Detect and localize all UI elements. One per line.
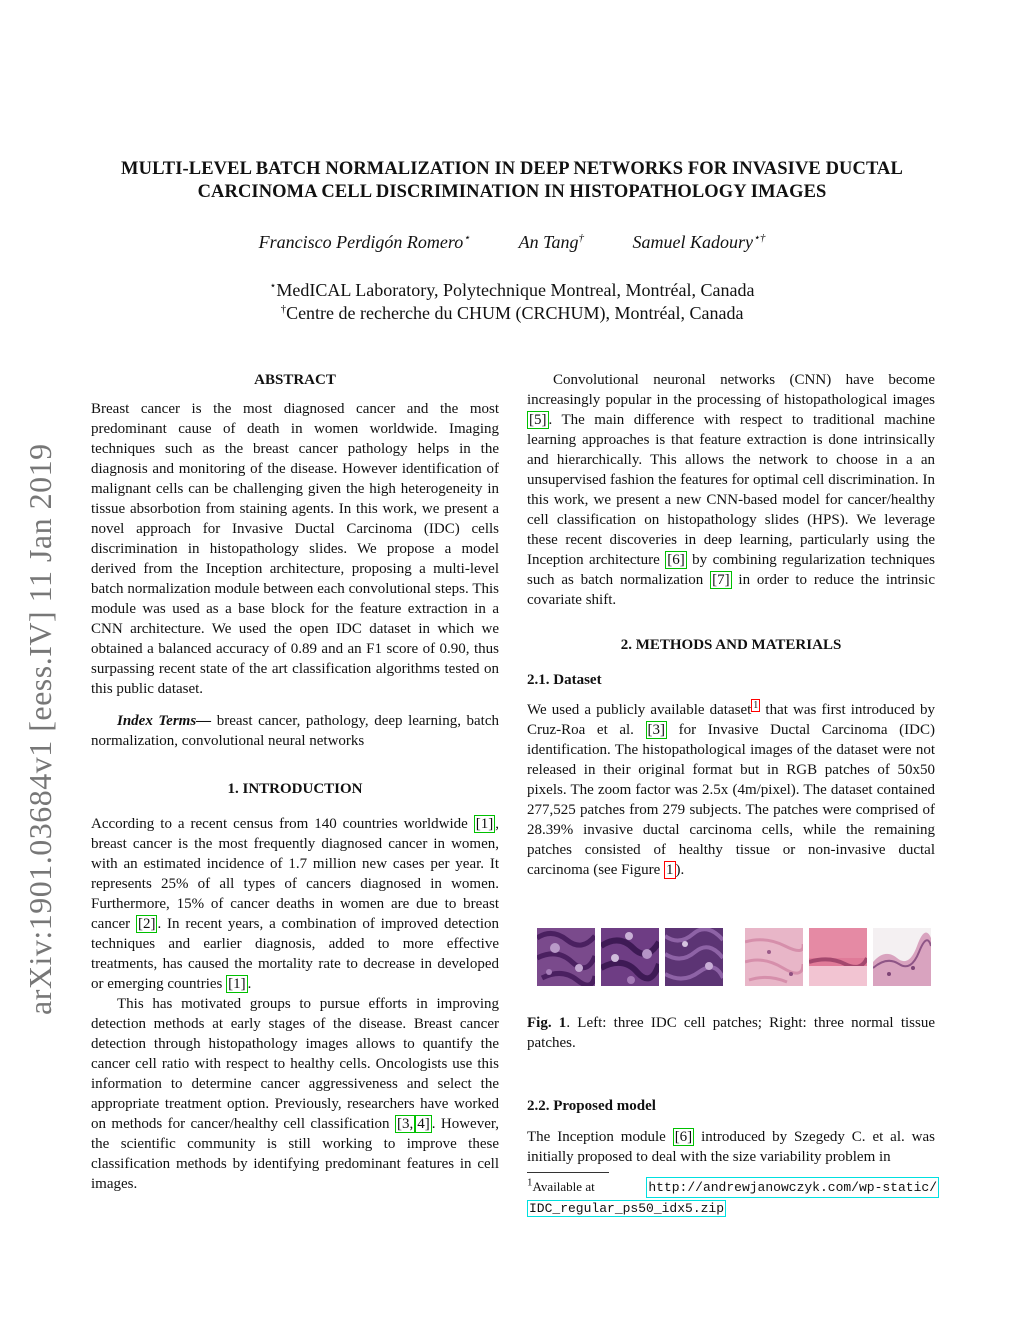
affiliation-1: ⋆MedICAL Laboratory, Polytechnique Montreal, Montréal, Canada [269,280,755,300]
left-column [91,370,499,1194]
proposed-model-paragraph: The Inception module [6] introduced by Szegedy C. et al. was initially proposed to deal with the size variability problem in [527,1129,935,1165]
proposed-model-heading: 2.2. Proposed model [527,1098,656,1114]
citation-link[interactable]: [3] [647,722,666,738]
citation-link[interactable]: [6] [667,552,685,568]
figure-label: Fig. 1 [527,1015,567,1031]
citation-link[interactable]: [7] [712,572,730,588]
index-terms: Index Terms— breast cancer, pathology, deep learning, batch normalization, convolutional neural networks [91,713,499,749]
idc-patch-1 [537,928,595,986]
title-line-1: MULTI-LEVEL BATCH NORMALIZATION IN DEEP NETWORKS FOR INVASIVE DUCTAL [121,159,903,179]
normal-patch-1 [745,928,803,986]
idc-patch-3 [665,928,723,986]
intro-heading: 1. INTRODUCTION [227,781,363,797]
dataset-url-link[interactable]: http://andrewjanowczyk.com/wp-static/ [646,1177,939,1198]
index-terms-label: Index Terms— [117,713,212,729]
citation-link[interactable]: [2] [137,916,156,932]
intro-paragraph-2: This has motivated groups to pursue efforts in improving detection methods at early stages of the disease. Breast cancer detection through histopathology images allows to quantify the cancer cell ratio with respect to healthy cells. Oncologists use this information to determine cancer aggressiveness and select the appropriate treatment option. Previously, researchers have worked on methods for cancer/healthy cell classification [3, 4] . However, the scientific community is still working to improve these classification methods by identifying predominant features in cell images. [91,996,499,1192]
arxiv-stamp: arXiv:1901.03684v1 [eess.IV] 11 Jan 2019 [22,443,58,1015]
figure-caption: Fig. 1. Left: three IDC cell patches; Right: three normal tissue patches. [527,1015,935,1051]
abstract-text: Breast cancer is the most diagnosed cancer and the most predominant cause of death in women worldwide. Imaging techniques such as the breast cancer pathology helps in the diagnosis and monitoring of the disease. However identification of malignant cells can be challenging given the high heterogeneity in tissue absorbotion from staining agents. In this work, we present a novel approach for Invasive Ductal Carcinoma (IDC) cells discrimination in histopathology slides. We propose a model derived from the Inception architecture, proposing a multi-level batch normalization module between each convolutional steps. This module was used as a base block for the feature extraction in a CNN architecture. We used the open IDC dataset in which we obtained a balanced accuracy of 0.89 and an F1 score of 0.90, thus surpassing recent state of the art classification algorithms tested on this public dataset. [91,401,499,697]
figure-link[interactable]: 1 [666,862,674,878]
citation-link[interactable]: [1] [475,816,494,832]
footnote-number: 1 [527,1176,533,1189]
author-2: An Tang† [518,232,584,252]
footnote: $^1$Available at http://andrewjanowczyk.com/wp-static/ IDC_regular_ps50_idx5.zip [527,1176,937,1216]
dataset-heading: 2.1. Dataset [527,672,602,688]
right-column [527,370,935,880]
author-list [80,232,944,253]
dataset-paragraph: We used a publicly available dataset $^1$ that was first introduced by Cruz-Roa et al. [3] for Invasive Ductal Carcinoma (IDC) identification. The histopathological images of the dataset were not released in their original format but in RGB patches of 50x50 pixels. The zoom factor was 2.5x (4m/pixel). The dataset contained 277,525 patches from 279 subjects. The patches were comprised of 28.39% invasive ductal carcinoma cells, while the remaining patches consisted of healthy tissue or non-invasive ductal carcinoma (see Figure 1 ). [527,700,936,878]
citation-link[interactable]: 4] [417,1116,430,1132]
author-3: Samuel Kadoury⋆† [632,232,766,252]
proposed-model-section [527,1096,935,1167]
idc-patch-2 [601,928,659,986]
normal-patch-3 [873,928,931,986]
title-line-2: CARCINOMA CELL DISCRIMINATION IN HISTOPATHOLOGY IMAGES [197,182,827,202]
paper-title [80,158,944,204]
citation-link[interactable]: [5] [529,412,547,428]
citation-link[interactable]: [3, [396,1116,414,1132]
intro-paragraph-1: According to a recent census from 140 countries worldwide [1] , breast cancer is the most frequently diagnosed cancer in women, with an estimated incidence of 1.7 million new cases per year. It represents 25% of all types of cancers diagnosed in women. Furthermore, 15% of cancer deaths in women are due to breast cancer [2] . In recent years, a combination of improved detection techniques and earlier diagnosis, added to more effective treatments, has caused the mortality rate to decrease in developed or emerging countries [1] . [91,816,499,992]
footnote-link[interactable]: 1 [753,700,759,711]
citation-link[interactable]: [1] [228,976,246,992]
affiliations [80,279,944,325]
author-1: Francisco Perdigón Romero⋆ [258,232,471,252]
footnote-rule [527,1172,609,1173]
affiliation-2: †Centre de recherche du CHUM (CRCHUM), Montréal, Canada [280,303,744,323]
dataset-url-link[interactable]: IDC_regular_ps50_idx5.zip [529,1201,725,1216]
methods-heading: 2. METHODS AND MATERIALS [620,637,842,653]
citation-link[interactable]: [6] [674,1129,693,1145]
normal-patch-2 [809,928,867,986]
cnn-paragraph: Convolutional neuronal networks (CNN) have become increasingly popular in the processing of histopathological images [5] . The main difference with respect to traditional machine learning approaches is that feature extraction is done intrinsically and hierarchically. This allows the network to choose in a an unsupervised fashion the features for optimal cell discrimination. In this work, we present a new CNN-based model for cancer/healthy cell classification on histopathology slides (HPS). We leverage these recent discoveries in deep learning, particularly using the Inception architecture [6] by combining regularization techniques such as batch normalization [7] in order to reduce the intrinsic covariate shift. [527,372,935,608]
abstract-heading: ABSTRACT [254,372,336,388]
